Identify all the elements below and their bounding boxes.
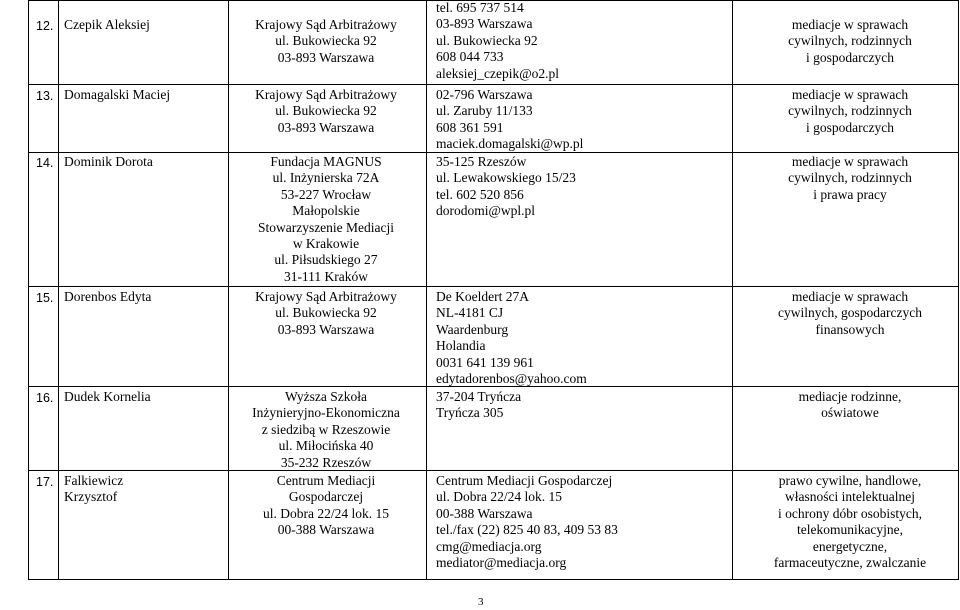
mediator-institution: Fundacja MAGNUS ul. Inżynierska 72A 53-227 Wrocław Małopolskie Stowarzyszenie Mediacji w Krakowie ul. Piłsudskiego 27 31-111 Kraków <box>257 154 395 284</box>
mediator-address: 35-125 Rzeszów ul. Lewakowskiego 15/23 tel. 602 520 856 dorodomi@wpl.pl <box>436 154 576 219</box>
mediator-institution: Krajowy Sąd Arbitrażowy ul. Bukowiecka 92 03-893 Warszawa <box>255 87 397 135</box>
mediator-address: Centrum Mediacji Gospodarczej ul. Dobra 22/24 lok. 15 00-388 Warszawa tel./fax (22) 825 40 83, 409 53 83 cmg@mediacja.org mediator@mediacja.org <box>436 473 618 571</box>
mediator-institution: Centrum Mediacji Gospodarczej ul. Dobra 22/24 lok. 15 00-388 Warszawa <box>263 473 389 538</box>
row-number: 13. <box>36 89 54 103</box>
mediator-institution: Krajowy Sąd Arbitrażowy ul. Bukowiecka 92 03-893 Warszawa <box>255 17 397 65</box>
mediator-address: De Koeldert 27A NL-4181 CJ Waardenburg Holandia 0031 641 139 961 edytadorenbos@yahoo.com <box>436 289 587 387</box>
mediator-specialization: mediacje w sprawach cywilnych, rodzinnych i gospodarczych <box>788 17 912 65</box>
mediator-specialization: mediacje w sprawach cywilnych, gospodarczych finansowych <box>778 289 922 337</box>
table-divider-address <box>732 0 733 580</box>
table-divider-name <box>228 0 229 580</box>
mediator-name: Domagalski Maciej <box>64 87 171 102</box>
row-separator <box>28 286 958 287</box>
mediator-name: Dudek Kornelia <box>64 389 151 404</box>
row-number: 15. <box>36 291 54 305</box>
mediator-address: 02-796 Warszawa ul. Zaruby 11/133 608 361 591 maciek.domagalski@wp.pl <box>436 87 584 152</box>
page-number: 3 <box>478 596 484 608</box>
mediator-specialization: mediacje rodzinne, oświatowe <box>798 389 902 421</box>
mediator-institution: Krajowy Sąd Arbitrażowy ul. Bukowiecka 92 03-893 Warszawa <box>255 289 397 337</box>
row-number: 12. <box>36 19 54 33</box>
row-number: 17. <box>36 475 54 489</box>
row-number: 16. <box>36 391 54 405</box>
mediator-name: Czepik Aleksiej <box>64 17 150 32</box>
mediator-institution: Wyższa Szkoła Inżynieryjno-Ekonomiczna z siedzibą w Rzeszowie ul. Miłocińska 40 35-232 Rzeszów <box>252 389 400 470</box>
table-divider-institution <box>426 0 427 580</box>
row-separator <box>28 470 958 471</box>
row-number: 14. <box>36 156 54 170</box>
mediator-specialization: mediacje w sprawach cywilnych, rodzinnych i gospodarczych <box>788 87 912 135</box>
mediator-name: Dorenbos Edyta <box>64 289 152 304</box>
row-separator <box>28 84 958 85</box>
mediator-specialization: prawo cywilne, handlowe, własności intelektualnej i ochrony dóbr osobistych, telekomunikacyjne, energetyczne, farmaceutyczne, zwalczanie <box>773 473 927 571</box>
mediator-name: Falkiewicz Krzysztof <box>64 473 124 505</box>
mediator-address: tel. 695 737 514 03-893 Warszawa ul. Bukowiecka 92 608 044 733 aleksiej_czepik@o2.pl <box>436 0 560 81</box>
table-border-left <box>28 0 29 580</box>
mediator-specialization: mediacje w sprawach cywilnych, rodzinnych i prawa pracy <box>788 154 912 202</box>
table-border-bottom <box>28 579 958 580</box>
mediator-name: Dominik Dorota <box>64 154 153 169</box>
mediator-address: 37-204 Tryńcza Tryńcza 305 <box>436 389 522 421</box>
table-divider-number <box>58 0 59 580</box>
